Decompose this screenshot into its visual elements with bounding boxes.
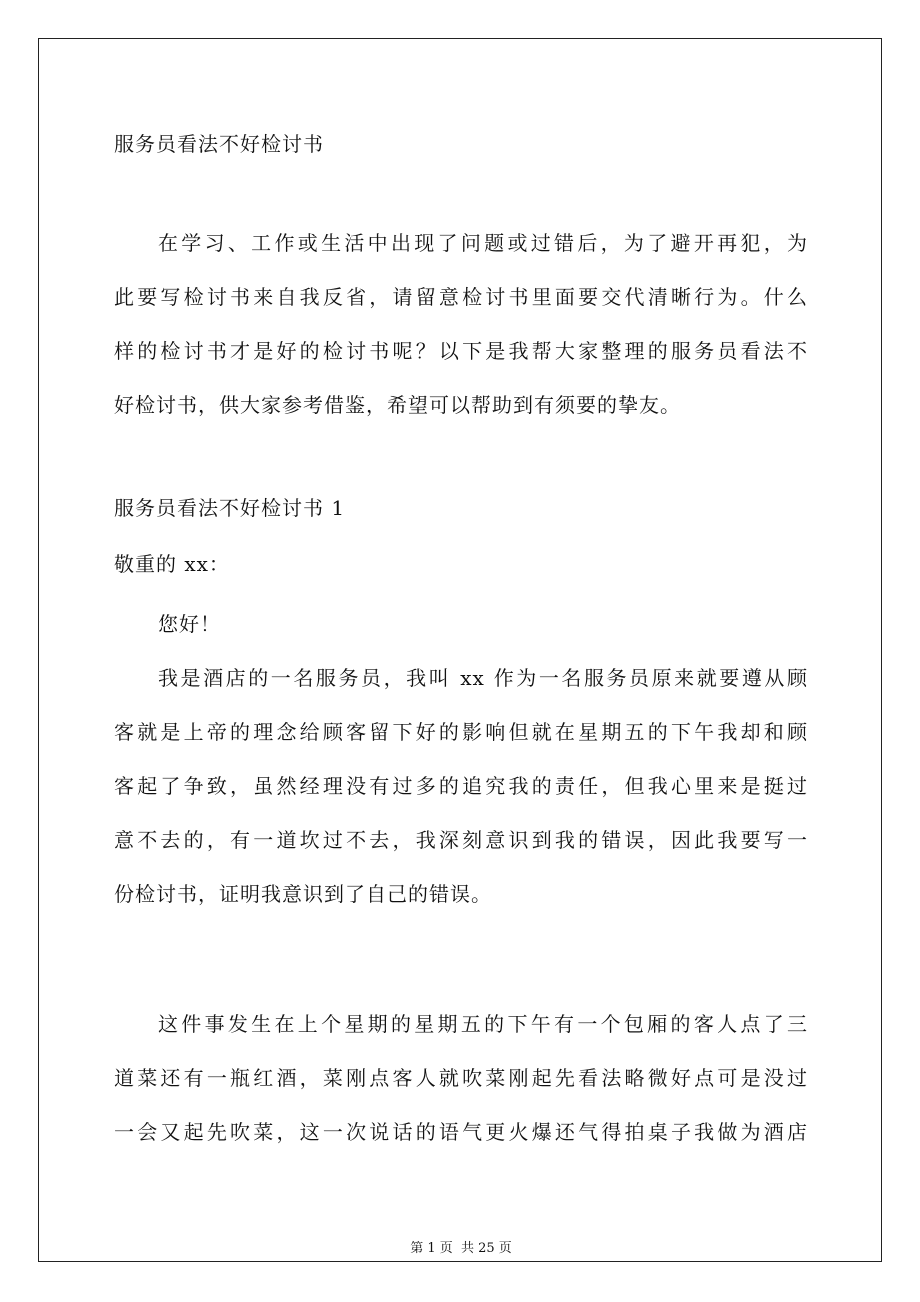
salutation: 敬重的 xx：	[114, 552, 230, 576]
intro-line: 此要写检讨书来自我反省，请留意检讨书里面要交代清晰行为。什么	[114, 285, 808, 309]
paragraph-line: 我是酒店的一名服务员，我叫 xx 作为一名服务员原来就要遵从顾	[158, 666, 808, 690]
paragraph-line: 这件事发生在上个星期的星期五的下午有一个包厢的客人点了三	[158, 1012, 808, 1036]
paragraph-1	[114, 651, 808, 921]
paragraph-line: 道菜还有一瓶红酒，菜刚点客人就吹菜刚起先看法略微好点可是没过	[114, 1066, 808, 1090]
paragraph-line: 客起了争致，虽然经理没有过多的追究我的责任，但我心里来是挺过	[114, 774, 808, 798]
page-total: 共 25 页	[460, 1241, 512, 1256]
intro-line: 在学习、工作或生活中出现了问题或过错后，为了避开再犯，为	[158, 231, 808, 255]
paragraph-line: 一会又起先吹菜，这一次说话的语气更火爆还气得拍桌子我做为酒店	[114, 1120, 808, 1144]
paragraph-line: 客就是上帝的理念给顾客留下好的影响但就在星期五的下午我却和顾	[114, 720, 808, 744]
paragraph-line: 份检讨书，证明我意识到了自己的错误。	[114, 882, 492, 906]
paragraph-line: 意不去的，有一道坎过不去，我深刻意识到我的错误，因此我要写一	[114, 828, 808, 852]
intro-line: 好检讨书，供大家参考借鉴，希望可以帮助到有须要的挚友。	[114, 393, 681, 417]
intro-paragraph	[114, 216, 808, 432]
page-frame	[38, 38, 882, 1262]
page-number: 第 1 页	[410, 1241, 453, 1256]
intro-line: 样的检讨书才是好的检讨书呢？以下是我帮大家整理的服务员看法不	[114, 339, 808, 363]
document-title: 服务员看法不好检讨书	[114, 132, 324, 156]
paragraph-2	[114, 997, 808, 1159]
greeting: 您好！	[158, 612, 221, 636]
section-title: 服务员看法不好检讨书 1	[114, 496, 346, 520]
page-footer	[39, 1239, 883, 1259]
